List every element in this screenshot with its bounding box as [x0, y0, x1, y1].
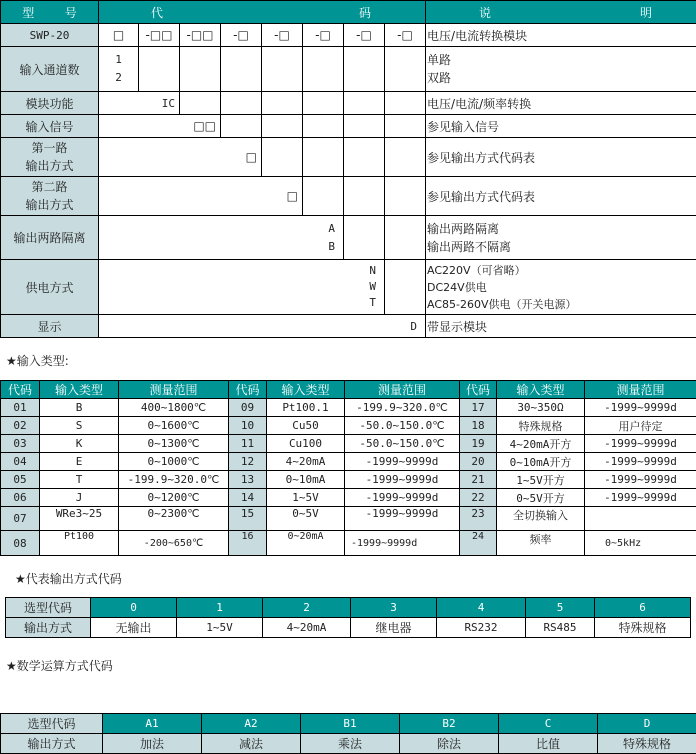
row-label: 输入通道数: [1, 47, 99, 92]
row-label: 选型代码: [6, 598, 91, 618]
output-codes-row: [6, 598, 691, 618]
code-cell: 12: [229, 453, 267, 471]
code-cell: 24: [460, 531, 497, 556]
code-cell: 0: [91, 598, 177, 618]
header-code: 代码: [1, 381, 40, 399]
type-cell: 0~5V开方: [497, 489, 585, 507]
code-cell: 19: [460, 435, 497, 453]
row-codes: N W T: [99, 260, 385, 315]
code-cell: 18: [460, 417, 497, 435]
code-cell: 21: [460, 471, 497, 489]
math-codes-title: ★数学运算方式代码: [6, 657, 113, 674]
type-cell: K: [40, 435, 119, 453]
row-code: D: [99, 315, 426, 338]
row-label: 输出两路隔离: [1, 216, 99, 260]
value-cell: 加法: [103, 734, 202, 754]
type-cell: 全切换输入: [497, 507, 585, 531]
code-cell: 10: [229, 417, 267, 435]
row-input-channels: [1, 47, 696, 92]
value-cell: RS485: [526, 618, 595, 638]
range-cell: -50.0~150.0℃: [345, 417, 460, 435]
model-description: 电压/电流转换模块: [426, 24, 696, 47]
range-cell: 400~1800℃: [119, 399, 229, 417]
row-description: 参见输出方式代码表: [426, 177, 696, 216]
row-label: 供电方式: [1, 260, 99, 315]
value-cell: 除法: [400, 734, 499, 754]
range-cell: -199.9~320.0℃: [345, 399, 460, 417]
row-code: □: [99, 138, 262, 177]
input-types-header: [1, 381, 696, 399]
code-cell: 17: [460, 399, 497, 417]
range-cell: -1999~9999d: [585, 471, 696, 489]
description-header: 说 明: [426, 1, 696, 24]
header-range: 测量范围: [119, 381, 229, 399]
range-cell: -200~650℃: [119, 531, 229, 556]
type-cell: T: [40, 471, 119, 489]
output-codes-table: [5, 597, 691, 638]
type-cell: Cu50: [267, 417, 345, 435]
code-cell: 08: [1, 531, 40, 556]
code-cell: 04: [1, 453, 40, 471]
range-cell: 0~1600℃: [119, 417, 229, 435]
value-cell: RS232: [437, 618, 526, 638]
range-cell: -1999~9999d: [585, 435, 696, 453]
range-cell: -50.0~150.0℃: [345, 435, 460, 453]
row-power-supply: [1, 260, 696, 315]
code-cell: 4: [437, 598, 526, 618]
header-type: 输入类型: [497, 381, 585, 399]
code-cell: 3: [351, 598, 437, 618]
row-label: 模块功能: [1, 92, 99, 115]
row-label: 第一路 输出方式: [1, 138, 99, 177]
row-label: 第二路 输出方式: [1, 177, 99, 216]
type-cell: 30~350Ω: [497, 399, 585, 417]
row-module-function: [1, 92, 696, 115]
code-slot: -□: [262, 24, 303, 47]
row-codes: A B: [99, 216, 344, 260]
type-cell: J: [40, 489, 119, 507]
code-cell: B2: [400, 714, 499, 734]
code-cell: 22: [460, 489, 497, 507]
table-row: [1, 453, 696, 471]
table-row: [1, 471, 696, 489]
range-cell: -1999~9999d: [345, 489, 460, 507]
code-slot: -□: [344, 24, 385, 47]
code-cell: 05: [1, 471, 40, 489]
row-input-signal: [1, 115, 696, 138]
model-header: 型 号: [1, 1, 99, 24]
row-descriptions: AC220V（可省略） DC24V供电 AC85-260V供电（开关电源）: [426, 260, 696, 315]
header-type: 输入类型: [40, 381, 119, 399]
code-cell: 11: [229, 435, 267, 453]
code-slot: -□: [303, 24, 344, 47]
value-cell: 无输出: [91, 618, 177, 638]
row-label: 输出方式: [6, 618, 91, 638]
type-cell: 4~20mA: [267, 453, 345, 471]
code-cell: A2: [202, 714, 301, 734]
type-cell: 特殊规格: [497, 417, 585, 435]
value-cell: 继电器: [351, 618, 437, 638]
code-cell: 16: [229, 531, 267, 556]
table-row: [1, 417, 696, 435]
table-row: [1, 435, 696, 453]
type-cell: 1~5V: [267, 489, 345, 507]
row-code: IC: [99, 92, 180, 115]
range-cell: 0~2300℃: [119, 507, 229, 531]
row-description: 参见输出方式代码表: [426, 138, 696, 177]
type-cell: 4~20mA开方: [497, 435, 585, 453]
row-codes: 1 2: [99, 47, 139, 92]
code-slot: -□□: [180, 24, 221, 47]
value-cell: 比值: [499, 734, 598, 754]
code-cell: 01: [1, 399, 40, 417]
code-cell: 1: [177, 598, 263, 618]
row-label: 选型代码: [1, 714, 103, 734]
row-isolation: [1, 216, 696, 260]
type-cell: B: [40, 399, 119, 417]
code-cell: 5: [526, 598, 595, 618]
code-cell: 6: [595, 598, 691, 618]
code-cell: 15: [229, 507, 267, 531]
range-cell: 0~5kHz: [585, 531, 696, 556]
code-cell: 07: [1, 507, 40, 531]
code-cell: 20: [460, 453, 497, 471]
type-cell: S: [40, 417, 119, 435]
row-output2: [1, 177, 696, 216]
row-display: [1, 315, 696, 338]
math-values-row: [1, 734, 696, 754]
row-output1: [1, 138, 696, 177]
type-cell: 0~5V: [267, 507, 345, 531]
row-label: 输入信号: [1, 115, 99, 138]
model-code-table: [0, 0, 696, 338]
row-label: 显示: [1, 315, 99, 338]
range-cell: -1999~9999d: [345, 471, 460, 489]
type-cell: 0~10mA开方: [497, 453, 585, 471]
row-description: 带显示模块: [426, 315, 696, 338]
row-description: 电压/电流/频率转换: [426, 92, 696, 115]
code-cell: C: [499, 714, 598, 734]
code-cell: 09: [229, 399, 267, 417]
header-range: 测量范围: [585, 381, 696, 399]
code-slot: □: [99, 24, 139, 47]
value-cell: 减法: [202, 734, 301, 754]
header-code: 代码: [460, 381, 497, 399]
input-types-table: [0, 380, 696, 556]
type-cell: E: [40, 453, 119, 471]
code-cell: 02: [1, 417, 40, 435]
range-cell: -1999~9999d: [585, 399, 696, 417]
range-cell: [585, 507, 696, 531]
header-row: [1, 1, 696, 24]
code-cell: 2: [263, 598, 351, 618]
range-cell: 0~1000℃: [119, 453, 229, 471]
code-cell: 14: [229, 489, 267, 507]
type-cell: Pt100: [40, 531, 119, 556]
range-cell: 用户待定: [585, 417, 696, 435]
code-cell: A1: [103, 714, 202, 734]
range-cell: -1999~9999d: [585, 489, 696, 507]
row-label: 输出方式: [1, 734, 103, 754]
output-codes-title: ★代表输出方式代码: [15, 570, 122, 587]
range-cell: -1999~9999d: [345, 531, 460, 556]
value-cell: 特殊规格: [598, 734, 696, 754]
type-cell: 频率: [497, 531, 585, 556]
table-row: [1, 531, 696, 556]
header-type: 输入类型: [267, 381, 345, 399]
code-cell: 23: [460, 507, 497, 531]
math-codes-table: [0, 713, 696, 754]
input-types-title: ★输入类型:: [6, 352, 69, 369]
type-cell: Cu100: [267, 435, 345, 453]
table-row: [1, 399, 696, 417]
row-descriptions: 输出两路隔离 输出两路不隔离: [426, 216, 696, 260]
model-name: SWP-20: [1, 24, 99, 47]
code-header: 代 码: [99, 1, 426, 24]
type-cell: Pt100.1: [267, 399, 345, 417]
value-cell: 4~20mA: [263, 618, 351, 638]
header-range: 测量范围: [345, 381, 460, 399]
type-cell: WRe3~25: [40, 507, 119, 531]
code-cell: B1: [301, 714, 400, 734]
code-cell: 13: [229, 471, 267, 489]
model-row: [1, 24, 696, 47]
range-cell: -1999~9999d: [345, 507, 460, 531]
code-cell: D: [598, 714, 696, 734]
table-row: [1, 489, 696, 507]
row-code: □: [99, 177, 303, 216]
type-cell: 0~10mA: [267, 471, 345, 489]
value-cell: 1~5V: [177, 618, 263, 638]
code-slot: -□: [221, 24, 262, 47]
header-code: 代码: [229, 381, 267, 399]
row-descriptions: 单路 双路: [426, 47, 696, 92]
range-cell: 0~1300℃: [119, 435, 229, 453]
value-cell: 乘法: [301, 734, 400, 754]
type-cell: 0~20mA: [267, 531, 345, 556]
range-cell: -1999~9999d: [585, 453, 696, 471]
type-cell: 1~5V开方: [497, 471, 585, 489]
value-cell: 特殊规格: [595, 618, 691, 638]
code-cell: 03: [1, 435, 40, 453]
table-row: [1, 507, 696, 531]
range-cell: -1999~9999d: [345, 453, 460, 471]
row-code: □□: [99, 115, 221, 138]
range-cell: 0~1200℃: [119, 489, 229, 507]
output-values-row: [6, 618, 691, 638]
range-cell: -199.9~320.0℃: [119, 471, 229, 489]
code-slot: -□: [385, 24, 426, 47]
code-slot: -□□: [139, 24, 180, 47]
row-description: 参见输入信号: [426, 115, 696, 138]
code-cell: 06: [1, 489, 40, 507]
